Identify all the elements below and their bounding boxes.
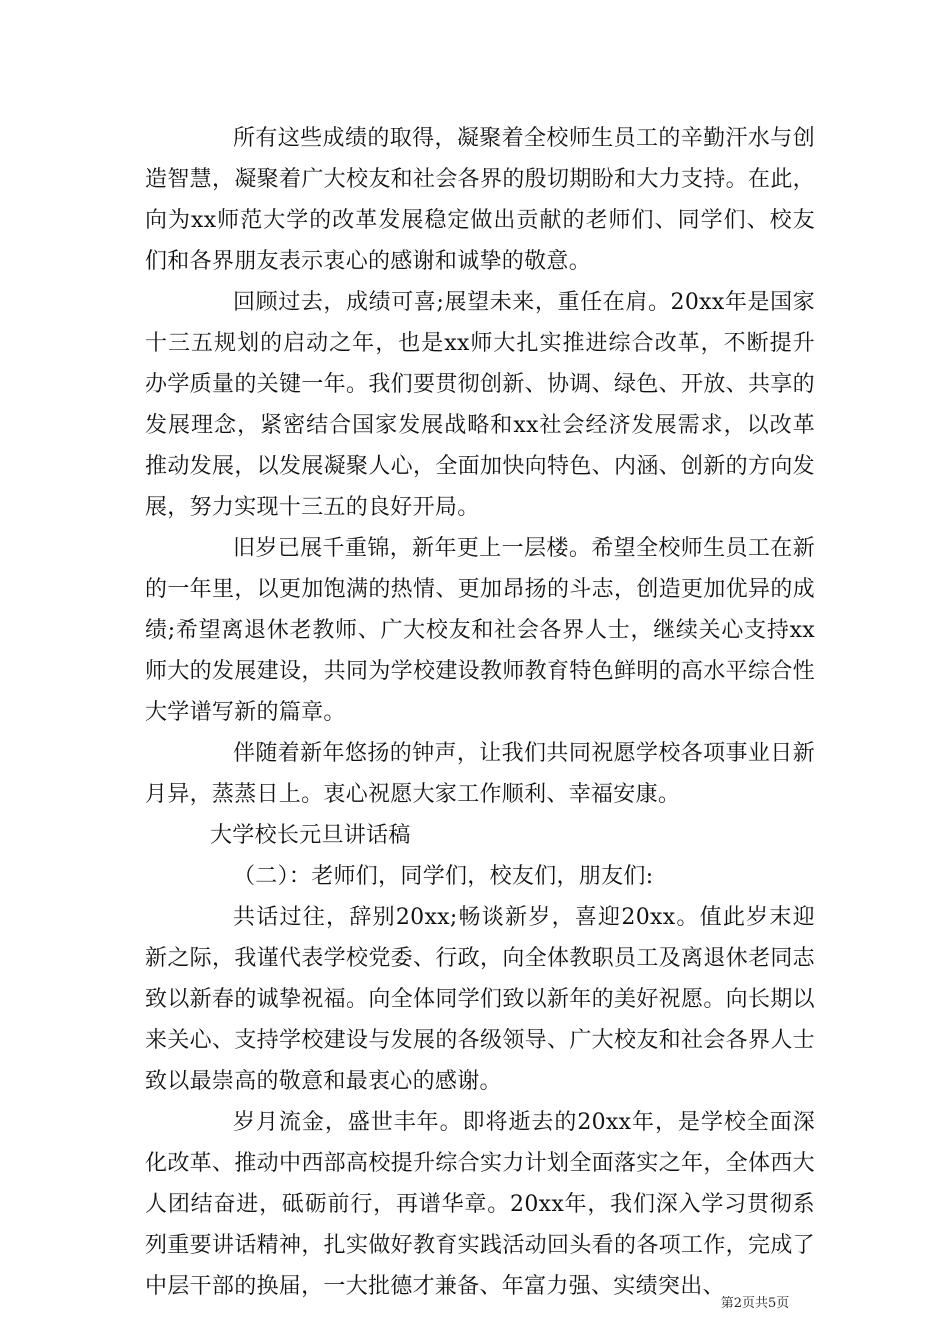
section-title: 大学校长元旦讲话稿 (210, 823, 411, 848)
page-number-footer: 第2页共5页 (720, 1296, 790, 1311)
paragraph-blessing: 伴随着新年悠扬的钟声，让我们共同祝愿学校各项事业日新月异，蒸蒸日上。衷心祝愿大家工作顺利、幸福安康。 (145, 741, 815, 807)
paragraph-years: 岁月流金，盛世丰年。即将逝去的20xx年，是学校全面深化改革、推动中西部高校提升综合实力计划全面落实之年，全体西大人团结奋进，砥砺前行，再谱华章。20xx年，我们深入学习贯彻系列重要讲话精神，扎实做好教育实践活动回头看的各项工作，完成了中层干部的换届，一大批德才兼备、年富力强、实绩突出、 (145, 1110, 815, 1299)
paragraph-farewell: 共话过往，辞别20xx;畅谈新岁，喜迎20xx。值此岁末迎新之际，我谨代表学校党委、行政，向全体教职员工及离退休老同志致以新春的诚挚祝福。向全体同学们致以新年的美好祝愿。向长期以来关心、支持学校建设与发展的各级领导、广大校友和社会各界人士致以最崇高的敬意和最衷心的感谢。 (145, 905, 815, 1094)
section-greeting: （二）：老师们，同学们，校友们，朋友们: (233, 864, 654, 889)
paragraph-achievements: 所有这些成绩的取得，凝聚着全校师生员工的辛勤汗水与创造智慧，凝聚着广大校友和社会各界的殷切期盼和大力支持。在此，向为xx师范大学的改革发展稳定做出贡献的老师们、同学们、校友们和各界朋友表示衷心的感谢和诚挚的敬意。 (145, 126, 815, 274)
paragraph-review: 回顾过去，成绩可喜;展望未来，重任在肩。20xx年是国家十三五规划的启动之年，也是xx师大扎实推进综合改革，不断提升办学质量的关键一年。我们要贯彻创新、协调、绿色、开放、共享的发展理念，紧密结合国家发展战略和xx社会经济发展需求，以改革推动发展，以发展凝聚人心，全面加快向特色、内涵、创新的方向发展，努力实现十三五的良好开局。 (145, 290, 815, 520)
document-body (145, 118, 815, 1307)
paragraph-hope: 旧岁已展千重锦，新年更上一层楼。希望全校师生员工在新的一年里，以更加饱满的热情、更加昂扬的斗志，创造更加优异的成绩;希望离退休老教师、广大校友和社会各界人士，继续关心支持xx师大的发展建设，共同为学校建设教师教育特色鲜明的高水平综合性大学谱写新的篇章。 (145, 536, 815, 725)
